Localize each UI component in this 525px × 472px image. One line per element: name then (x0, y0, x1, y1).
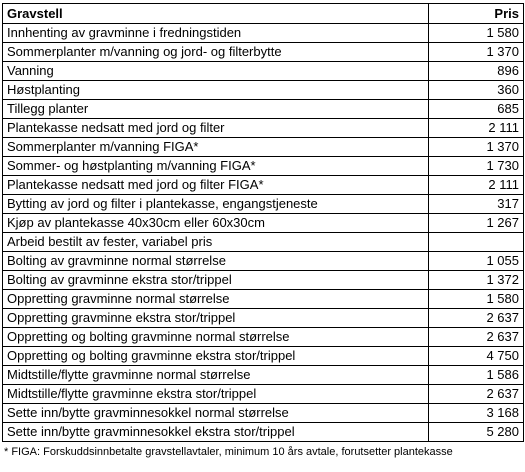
service-name: Sette inn/bytte gravminnesokkel normal størrelse (3, 404, 429, 423)
service-name: Sommer- og høstplanting m/vanning FIGA* (3, 157, 429, 176)
service-price: 2 111 (429, 119, 524, 138)
table-row (3, 214, 524, 233)
service-name: Oppretting og bolting gravminne ekstra stor/trippel (3, 347, 429, 366)
table-row (3, 385, 524, 404)
service-price: 1 586 (429, 366, 524, 385)
service-name: Bolting av gravminne normal størrelse (3, 252, 429, 271)
service-name: Kjøp av plantekasse 40x30cm eller 60x30cm (3, 214, 429, 233)
service-name: Sommerplanter m/vanning FIGA* (3, 138, 429, 157)
table-row (3, 119, 524, 138)
table-row (3, 309, 524, 328)
table-row (3, 138, 524, 157)
service-name: Høstplanting (3, 81, 429, 100)
service-price: 1 370 (429, 43, 524, 62)
service-name: Plantekasse nedsatt med jord og filter FIGA* (3, 176, 429, 195)
service-price: 1 580 (429, 24, 524, 43)
service-name: Sette inn/bytte gravminnesokkel ekstra stor/trippel (3, 423, 429, 442)
table-row (3, 347, 524, 366)
table-row (3, 62, 524, 81)
table-row (3, 81, 524, 100)
table-row (3, 366, 524, 385)
service-price: 1 372 (429, 271, 524, 290)
table-row (3, 404, 524, 423)
table-row (3, 233, 524, 252)
service-price: 317 (429, 195, 524, 214)
column-header-pris: Pris (429, 4, 524, 24)
service-name: Oppretting og bolting gravminne normal størrelse (3, 328, 429, 347)
table-row (3, 24, 524, 43)
service-name: Innhenting av gravminne i fredningstiden (3, 24, 429, 43)
service-price: 896 (429, 62, 524, 81)
service-price: 3 168 (429, 404, 524, 423)
table-row (3, 290, 524, 309)
table-row (3, 271, 524, 290)
service-price: 1 370 (429, 138, 524, 157)
service-name: Tillegg planter (3, 100, 429, 119)
service-price: 2 637 (429, 385, 524, 404)
service-price: 2 111 (429, 176, 524, 195)
service-name: Bytting av jord og filter i plantekasse, engangstjeneste (3, 195, 429, 214)
table-header-row (3, 4, 524, 24)
service-price: 360 (429, 81, 524, 100)
table-row (3, 195, 524, 214)
service-name: Midtstille/flytte gravminne normal størrelse (3, 366, 429, 385)
table-row (3, 328, 524, 347)
section-label: Arbeid bestilt av fester, variabel pris (3, 233, 429, 252)
service-price: 2 637 (429, 309, 524, 328)
service-name: Oppretting gravminne normal størrelse (3, 290, 429, 309)
table-row (3, 423, 524, 442)
figa-footnote: * FIGA: Forskuddsinnbetalte gravstellavtaler, minimum 10 års avtale, forutsetter plantekasse (4, 446, 453, 458)
service-price: 4 750 (429, 347, 524, 366)
table-row (3, 176, 524, 195)
service-name: Midtstille/flytte gravminne ekstra stor/trippel (3, 385, 429, 404)
service-price: 2 637 (429, 328, 524, 347)
column-header-gravstell: Gravstell (3, 4, 429, 24)
service-name: Plantekasse nedsatt med jord og filter (3, 119, 429, 138)
service-price: 5 280 (429, 423, 524, 442)
service-price: 1 267 (429, 214, 524, 233)
service-price: 1 730 (429, 157, 524, 176)
table-row (3, 252, 524, 271)
table-row (3, 100, 524, 119)
service-price: 1 580 (429, 290, 524, 309)
service-name: Oppretting gravminne ekstra stor/trippel (3, 309, 429, 328)
table-row (3, 157, 524, 176)
service-name: Vanning (3, 62, 429, 81)
service-price: 1 055 (429, 252, 524, 271)
table-row (3, 43, 524, 62)
service-name: Bolting av gravminne ekstra stor/trippel (3, 271, 429, 290)
service-price (429, 233, 524, 252)
service-price: 685 (429, 100, 524, 119)
price-table (2, 3, 524, 442)
service-name: Sommerplanter m/vanning og jord- og filterbytte (3, 43, 429, 62)
